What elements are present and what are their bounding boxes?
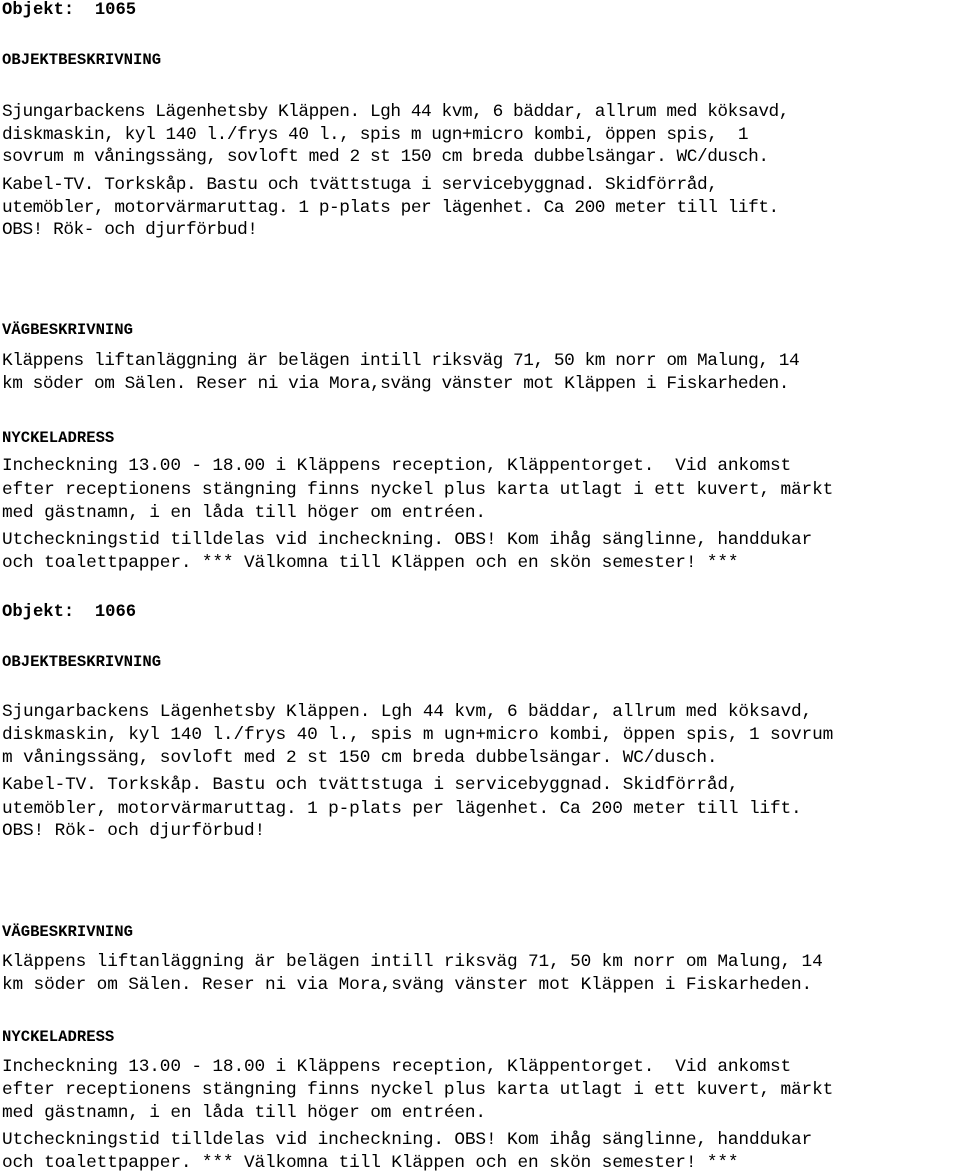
- key-address-heading: NYCKELADRESS: [2, 1028, 115, 1046]
- text-line: diskmaskin, kyl 140 l./frys 40 l., spis m ugn+micro kombi, öppen spis, 1: [2, 125, 749, 145]
- text-line: Kabel-TV. Torkskåp. Bastu och tvättstuga i servicebyggnad. Skidförråd,: [2, 175, 718, 195]
- text-line: med gästnamn, i en låda till höger om entréen.: [2, 1103, 486, 1123]
- text-line: och toalettpapper. *** Välkomna till Kläppen och en skön semester! ***: [2, 1153, 739, 1173]
- text-line: sovrum m våningssäng, sovloft med 2 st 150 cm breda dubbelsängar. WC/dusch.: [2, 147, 769, 167]
- text-line: Incheckning 13.00 - 18.00 i Kläppens reception, Kläppentorget. Vid ankomst: [2, 1057, 792, 1077]
- text-line: Incheckning 13.00 - 18.00 i Kläppens reception, Kläppentorget. Vid ankomst: [2, 456, 792, 476]
- object-title: Objekt: 1065: [2, 1, 137, 20]
- text-line: och toalettpapper. *** Välkomna till Kläppen och en skön semester! ***: [2, 553, 739, 573]
- text-line: Kläppens liftanläggning är belägen intill riksväg 71, 50 km norr om Malung, 14: [2, 952, 823, 972]
- text-line: Kläppens liftanläggning är belägen intill riksväg 71, 50 km norr om Malung, 14: [2, 351, 800, 371]
- description-heading: OBJEKTBESKRIVNING: [2, 51, 162, 69]
- text-line: km söder om Sälen. Reser ni via Mora,sväng vänster mot Kläppen i Fiskarheden.: [2, 374, 789, 394]
- text-line: Sjungarbackens Lägenhetsby Kläppen. Lgh 44 kvm, 6 bäddar, allrum med köksavd,: [2, 702, 813, 722]
- text-line: Sjungarbackens Lägenhetsby Kläppen. Lgh 44 kvm, 6 bäddar, allrum med köksavd,: [2, 102, 789, 122]
- text-line: efter receptionens stängning finns nyckel plus karta utlagt i ett kuvert, märkt: [2, 480, 834, 500]
- text-line: Utcheckningstid tilldelas vid incheckning. OBS! Kom ihåg sänglinne, handdukar: [2, 1130, 813, 1150]
- text-line: Kabel-TV. Torkskåp. Bastu och tvättstuga i servicebyggnad. Skidförråd,: [2, 775, 739, 795]
- text-line: OBS! Rök- och djurförbud!: [2, 220, 258, 240]
- text-line: diskmaskin, kyl 140 l./frys 40 l., spis m ugn+micro kombi, öppen spis, 1 sovrum: [2, 725, 834, 745]
- object-title: Objekt: 1066: [2, 603, 137, 622]
- text-line: OBS! Rök- och djurförbud!: [2, 821, 266, 841]
- text-line: m våningssäng, sovloft med 2 st 150 cm breda dubbelsängar. WC/dusch.: [2, 748, 718, 768]
- text-line: Utcheckningstid tilldelas vid incheckning. OBS! Kom ihåg sänglinne, handdukar: [2, 530, 813, 550]
- text-line: utemöbler, motorvärmaruttag. 1 p-plats per lägenhet. Ca 200 meter till lift.: [2, 799, 802, 819]
- text-line: efter receptionens stängning finns nyckel plus karta utlagt i ett kuvert, märkt: [2, 1080, 834, 1100]
- route-heading: VÄGBESKRIVNING: [2, 321, 134, 339]
- text-line: km söder om Sälen. Reser ni via Mora,sväng vänster mot Kläppen i Fiskarheden.: [2, 975, 813, 995]
- route-heading: VÄGBESKRIVNING: [2, 923, 134, 941]
- description-heading: OBJEKTBESKRIVNING: [2, 653, 162, 671]
- key-address-heading: NYCKELADRESS: [2, 429, 115, 447]
- text-line: med gästnamn, i en låda till höger om entréen.: [2, 503, 486, 523]
- text-line: utemöbler, motorvärmaruttag. 1 p-plats per lägenhet. Ca 200 meter till lift.: [2, 198, 779, 218]
